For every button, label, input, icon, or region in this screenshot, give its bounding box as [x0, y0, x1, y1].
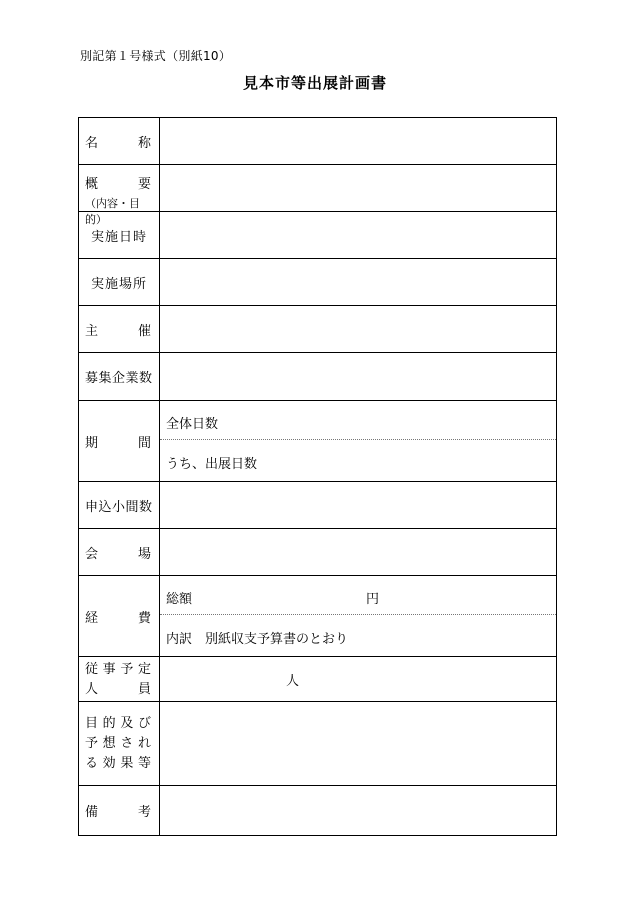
label-char: 場 [137, 546, 151, 562]
label-remarks [79, 786, 160, 835]
label-char: 員 [137, 682, 151, 697]
label-char: 催 [137, 323, 151, 339]
label-char: 等 [137, 756, 151, 771]
companies-field[interactable] [160, 353, 556, 400]
staff-field[interactable] [160, 657, 556, 701]
period-field[interactable] [160, 401, 556, 481]
label-char: 及 [120, 716, 134, 731]
cost-field[interactable] [160, 576, 556, 656]
label-char: 間 [137, 435, 151, 451]
label-char: 人 [85, 682, 99, 697]
row-companies [79, 353, 556, 401]
host-field[interactable] [160, 306, 556, 352]
label-char: 概 [85, 177, 99, 192]
remarks-field[interactable] [160, 786, 556, 835]
purpose-field[interactable] [160, 702, 556, 785]
label-char: 果 [120, 756, 134, 771]
cost-breakdown: 内訳 別紙収支予算書のとおり [166, 632, 349, 647]
label-char: 定 [137, 662, 151, 677]
label-char: 経 [85, 610, 99, 626]
cost-divider [160, 614, 556, 615]
label-char: 称 [137, 135, 151, 151]
booths-field[interactable] [160, 482, 556, 528]
label-staff [79, 657, 160, 701]
label-char: 費 [137, 610, 151, 626]
exhibit-days-label: うち、出展日数 [166, 457, 258, 472]
label-char: さ [120, 736, 134, 751]
label-char: 会 [85, 546, 99, 562]
name-field[interactable] [160, 118, 556, 164]
place-field[interactable] [160, 259, 556, 305]
label-period [79, 401, 160, 481]
staff-unit: 人 [286, 674, 300, 689]
label-char: 目 [85, 716, 99, 731]
venue-field[interactable] [160, 529, 556, 575]
label-char: 名 [85, 135, 99, 151]
yen-unit: 円 [366, 592, 380, 607]
label-char: 予 [85, 736, 99, 751]
label-char: 効 [102, 756, 116, 771]
label-char: る [85, 756, 99, 771]
label-cost [79, 576, 160, 656]
label-name [79, 118, 160, 164]
label-outline [79, 165, 160, 226]
label-char: び [137, 716, 151, 731]
label-companies-text: 募集企業数 [85, 371, 153, 386]
outline-field[interactable] [160, 165, 556, 211]
total-days-label: 全体日数 [166, 417, 219, 432]
label-booths-text: 申込小間数 [85, 499, 153, 515]
plan-table [78, 117, 557, 836]
row-booths [79, 482, 556, 529]
label-char: 想 [102, 736, 116, 751]
row-date [79, 212, 556, 259]
label-outline-sub: （内容・目的） [85, 197, 140, 226]
label-companies [79, 353, 160, 400]
document-title: 見本市等出展計画書 [242, 74, 387, 92]
row-place [79, 259, 556, 306]
label-char: 期 [85, 435, 99, 451]
label-purpose [79, 702, 160, 785]
row-host [79, 306, 556, 353]
row-name [79, 118, 556, 165]
label-char: 予 [120, 662, 134, 677]
label-char: 従 [85, 662, 99, 677]
label-venue [79, 529, 160, 575]
date-field[interactable] [160, 212, 556, 258]
label-place [79, 259, 160, 305]
row-staff [79, 657, 556, 702]
label-booths [79, 482, 160, 528]
label-char: 事 [102, 662, 116, 677]
label-char: 備 [85, 805, 99, 820]
row-purpose [79, 702, 556, 786]
row-venue [79, 529, 556, 576]
label-date-text: 実施日時 [90, 229, 147, 245]
period-divider [160, 439, 556, 440]
row-cost [79, 576, 556, 657]
label-place-text: 実施場所 [90, 276, 147, 292]
label-char: 的 [102, 716, 116, 731]
form-number: 別記第１号様式（別紙10） [80, 49, 232, 63]
cost-total-label: 総額 [166, 592, 193, 607]
label-char: 考 [137, 805, 151, 820]
label-char: 要 [137, 177, 151, 192]
label-char: れ [137, 736, 151, 751]
row-outline [79, 165, 556, 226]
label-char: 主 [85, 323, 99, 339]
label-host [79, 306, 160, 352]
row-remarks [79, 786, 556, 835]
row-period [79, 401, 556, 482]
label-date [79, 212, 160, 258]
